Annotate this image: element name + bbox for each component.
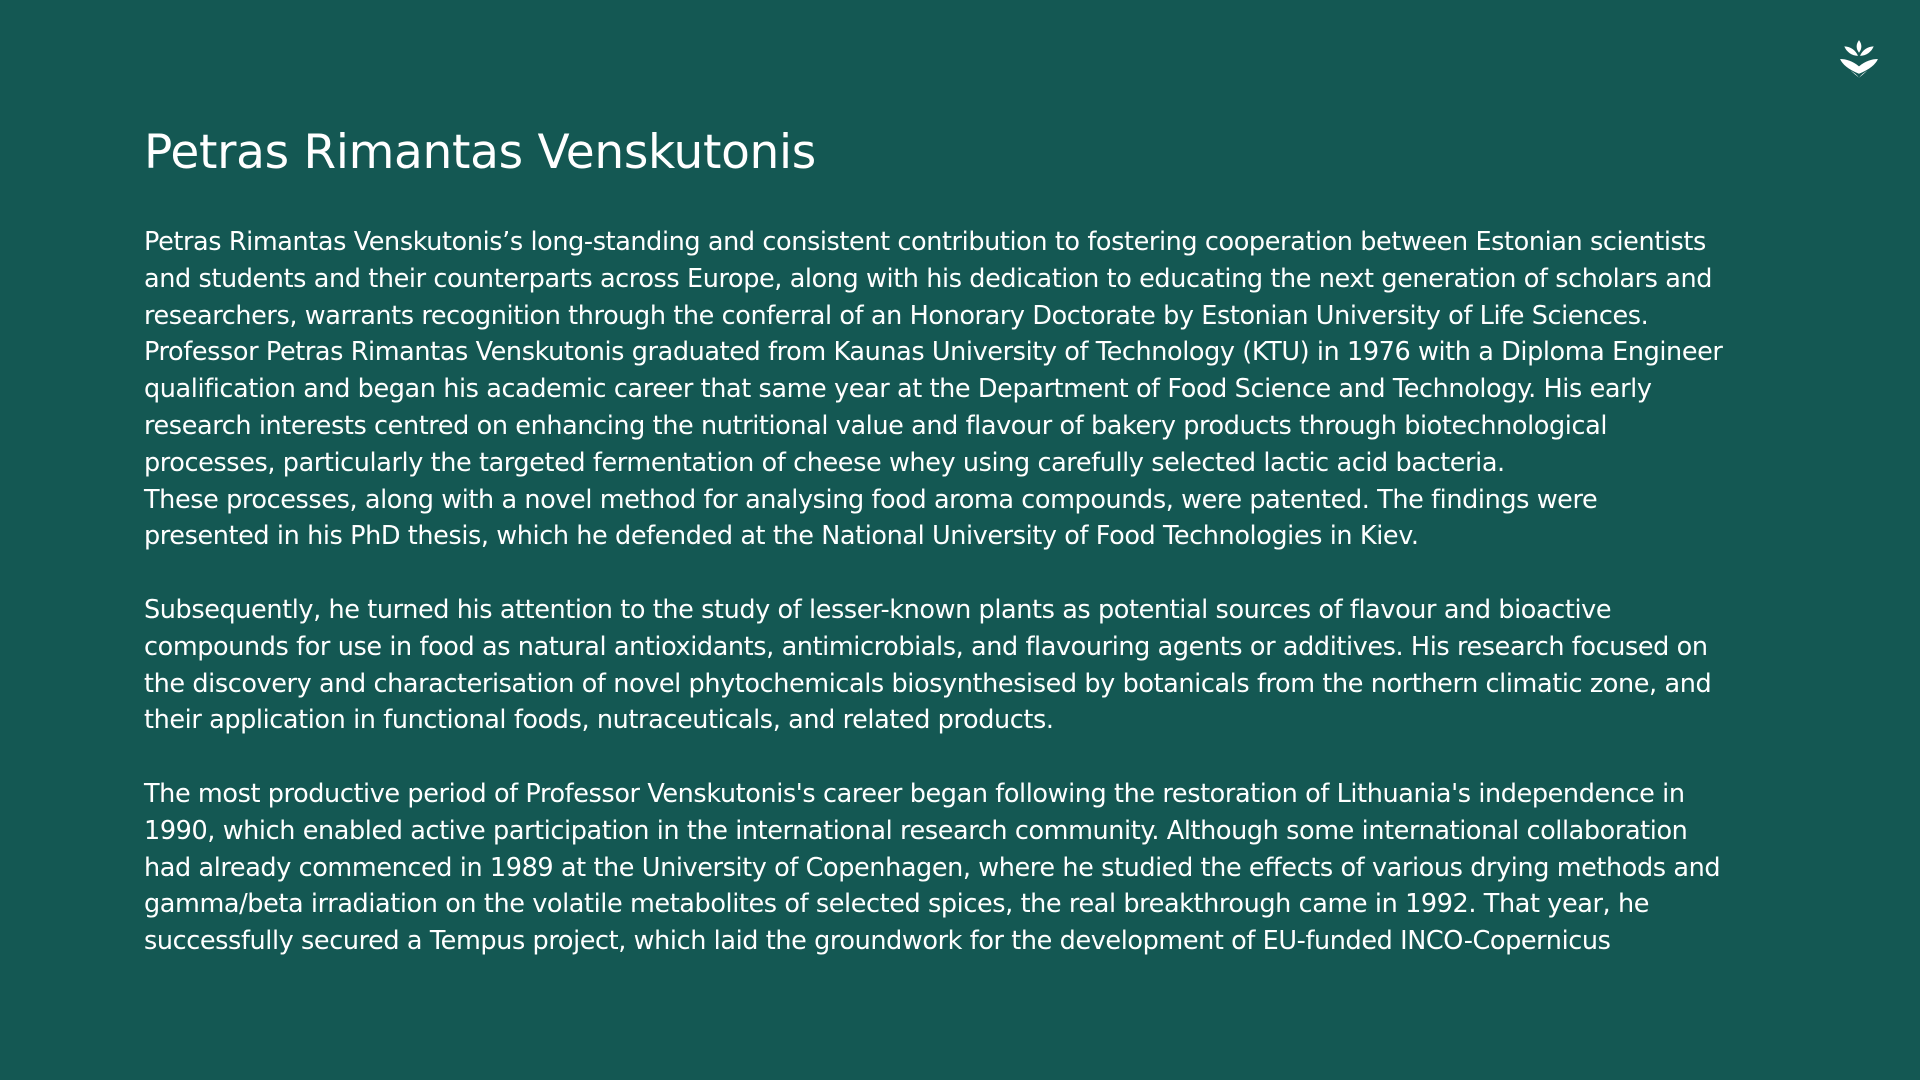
text-line: their application in functional foods, nutraceuticals, and related products. xyxy=(144,705,1054,736)
text-line: The most productive period of Professor Venskutonis's career began following the restoration of Lithuania's independence in xyxy=(144,778,1685,809)
text-line: researchers, warrants recognition through the conferral of an Honorary Doctorate by Estonian University of Life Sciences. xyxy=(144,300,1649,331)
text-line: processes, particularly the targeted fermentation of cheese whey using carefully selected lactic acid bacteria. xyxy=(144,447,1505,478)
text-line: 1990, which enabled active participation in the international research community. Although some international collaboration xyxy=(144,815,1688,846)
main-content xyxy=(144,122,1824,997)
paragraph-3 xyxy=(144,776,1824,960)
text-line: presented in his PhD thesis, which he defended at the National University of Food Technologies in Kiev. xyxy=(144,521,1419,552)
text-line: and students and their counterparts across Europe, along with his dedication to educating the next generation of scholars and xyxy=(144,263,1713,294)
leaf-hands-logo-icon xyxy=(1838,38,1880,80)
page-title: Petras Rimantas Venskutonis xyxy=(144,125,816,180)
text-line: compounds for use in food as natural antioxidants, antimicrobials, and flavouring agents or additives. His research focused on xyxy=(144,631,1708,662)
text-line: had already commenced in 1989 at the University of Copenhagen, where he studied the effects of various drying methods and xyxy=(144,852,1721,883)
text-line: qualification and began his academic career that same year at the Department of Food Science and Technology. His early xyxy=(144,374,1652,405)
paragraph-2 xyxy=(144,592,1824,739)
body-text xyxy=(144,224,1824,960)
text-line: Petras Rimantas Venskutonis’s long-standing and consistent contribution to fostering cooperation between Estonian scientists xyxy=(144,227,1706,257)
paragraph-1 xyxy=(144,224,1824,555)
text-line: the discovery and characterisation of novel phytochemicals biosynthesised by botanicals from the northern climatic zone, and xyxy=(144,668,1712,699)
text-line: Professor Petras Rimantas Venskutonis graduated from Kaunas University of Technology (KTU) in 1976 with a Diploma Engineer xyxy=(144,337,1723,368)
text-line: gamma/beta irradiation on the volatile metabolites of selected spices, the real breakthrough came in 1992. That year, he xyxy=(144,889,1649,920)
text-line: successfully secured a Tempus project, which laid the groundwork for the development of EU-funded INCO-Copernicus xyxy=(144,926,1611,957)
text-line: These processes, along with a novel method for analysing food aroma compounds, were patented. The findings were xyxy=(144,484,1598,515)
text-line: research interests centred on enhancing the nutritional value and flavour of bakery products through biotechnological xyxy=(144,410,1608,441)
text-line: Subsequently, he turned his attention to the study of lesser-known plants as potential sources of flavour and bioactive xyxy=(144,594,1612,625)
